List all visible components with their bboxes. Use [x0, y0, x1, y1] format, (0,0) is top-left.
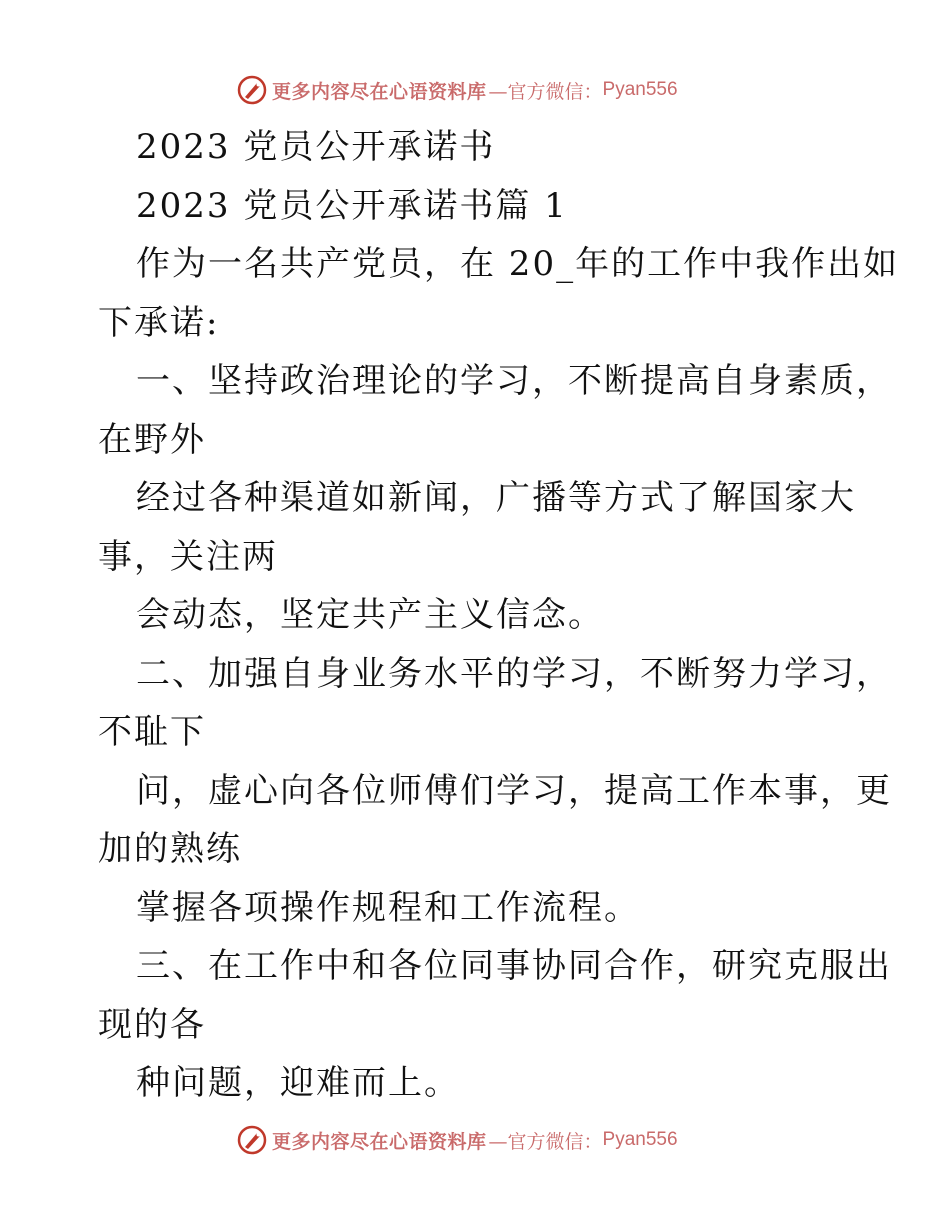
document-line: 不耻下 [98, 712, 206, 752]
watermark-wechat-id: Pyan556 [602, 1129, 678, 1150]
document-line: 现的各 [98, 1004, 206, 1045]
pen-logo-icon [236, 74, 268, 106]
watermark-main-text: 更多内容尽在心语资料库 [272, 81, 487, 103]
document-line: 种问题，迎难而上。 [136, 1063, 460, 1103]
document-line: 二、加强自身业务水平的学习，不断努力学习， [136, 653, 892, 694]
watermark-sub-text: —官方微信： [488, 80, 603, 103]
document-body [98, 118, 900, 1113]
footer-watermark [236, 1123, 678, 1157]
header-watermark [236, 73, 678, 107]
pen-logo-icon [236, 1124, 268, 1156]
document-line: 掌握各项操作规程和工作流程。 [136, 887, 640, 928]
document-line: 会动态，坚定共产主义信念。 [136, 595, 604, 635]
document-line: 作为一名共产党员，在 20_年的工作中我作出如 [136, 244, 900, 284]
document-line: 事，关注两 [98, 536, 278, 577]
watermark-main-text: 更多内容尽在心语资料库 [272, 1131, 487, 1153]
document-line: 三、在工作中和各位同事协同合作，研究克服出 [136, 946, 892, 986]
document-line: 在野外 [98, 419, 206, 460]
watermark-sub-text: —官方微信： [488, 1130, 603, 1153]
watermark-wechat-id: Pyan556 [602, 79, 678, 100]
document-line: 2023 党员公开承诺书篇 1 [136, 185, 568, 226]
document-line: 2023 党员公开承诺书 [136, 127, 496, 167]
document-line: 加的熟练 [98, 829, 242, 869]
document-line: 下承诺: [98, 302, 220, 343]
document-line: 经过各种渠道如新闻，广播等方式了解国家大 [136, 478, 856, 518]
document-line: 一、坚持政治理论的学习，不断提高自身素质， [136, 361, 892, 401]
document-line: 问，虚心向各位师傅们学习，提高工作本事，更 [136, 770, 892, 811]
